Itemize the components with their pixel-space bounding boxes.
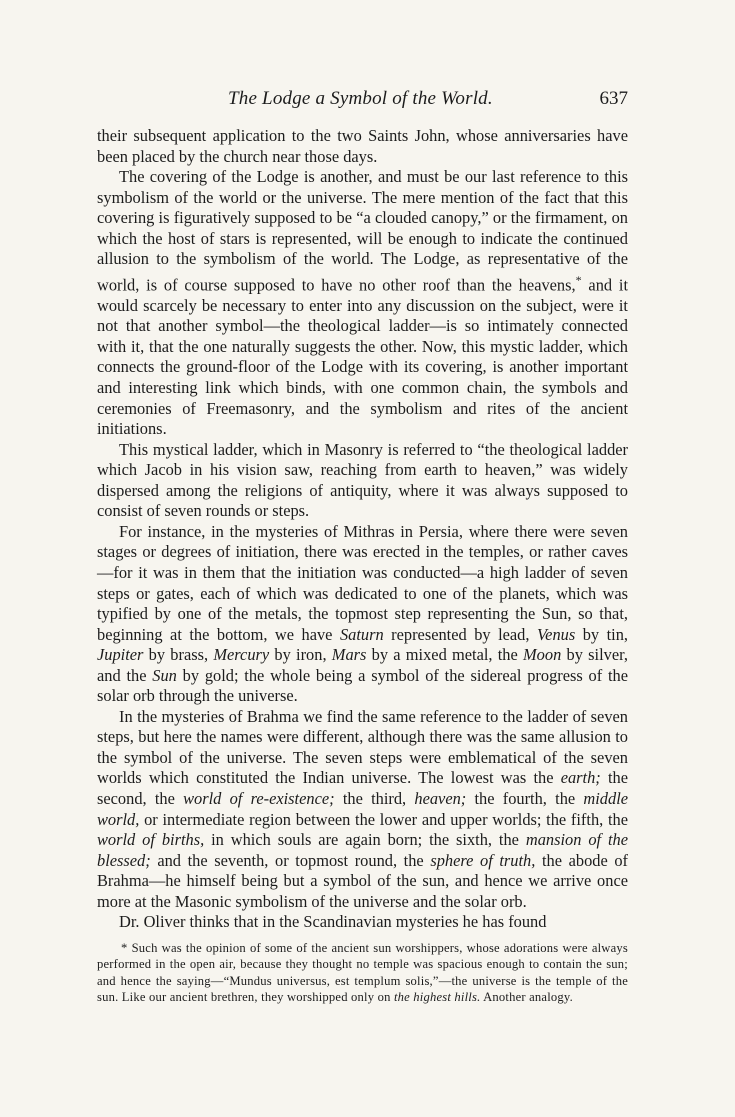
text-run: the abode of Brahma—he himself being but a symbol of the sun, and hence we arrive once more at the Masonic symbolism of the universe and the solar orb. xyxy=(97,850,629,911)
italic-term: sphere of truth, xyxy=(430,850,536,870)
page-number: 637 xyxy=(599,88,628,109)
italic-term: world of re-existence; xyxy=(183,788,335,808)
text-run: For instance, in the mysteries of Mithras in Persia, where there were seven stages or degrees of initiation, there was erected in the temples, or rather caves—for it was in them that the initiation was conducted—a high ladder of seven steps or gates, each of which was dedicated to one of the planets, which was typified by one of the metals, the topmost step representing the Sun, so that, beginning at the bottom, we have xyxy=(97,521,628,644)
text-run: by gold; the whole being a symbol of the sidereal progress of the solar orb through the universe. xyxy=(97,665,629,706)
paragraph: This mystical ladder, which in Masonry is referred to “the theological ladder which Jacob in his vision saw, reaching from earth to heaven,” was widely dispersed among the religions of antiquity, where it was always supposed to consist of seven rounds or steps. xyxy=(97,439,628,521)
text-run: Another analogy. xyxy=(480,990,573,1005)
italic-term: Mercury xyxy=(213,645,270,665)
italic-term: Sun xyxy=(152,665,177,685)
body-text xyxy=(97,126,628,933)
text-run: by tin, xyxy=(575,624,628,644)
italic-term: world of births, xyxy=(97,830,205,850)
italic-term: Moon xyxy=(523,645,562,665)
text-run: the third, xyxy=(334,788,415,808)
text-run: represented by lead, xyxy=(383,624,537,644)
italic-term: Saturn xyxy=(339,624,384,644)
italic-term: the highest hills. xyxy=(393,990,481,1005)
text-run: by iron, xyxy=(269,645,332,665)
text-run: by a mixed metal, the xyxy=(366,645,524,665)
text-run: the second, the xyxy=(97,768,628,808)
paragraph xyxy=(97,167,628,440)
text-run: the fourth, the xyxy=(466,788,584,808)
italic-term: heaven; xyxy=(414,788,467,808)
italic-term: Mars xyxy=(331,645,367,665)
footnote-marker: * xyxy=(121,941,128,955)
footnote-marker: * xyxy=(575,272,582,287)
text-run: by silver, and the xyxy=(97,645,629,685)
text-run: and it would scarcely be necessary to enter into any discussion on the subject, were it not that another symbol—the theological ladder—is so intimately connected with it, that the one naturally suggests the other. Now, this mystic ladder, which connects the ground-floor of the Lodge with its covering, is another important and interesting link which binds, with one common chain, the symbols and ceremonies of Freemasonry, and the symbolism and rites of the ancient initiations. xyxy=(97,275,628,439)
text-run: and the seventh, or topmost round, the xyxy=(150,850,431,870)
paragraph: Dr. Oliver thinks that in the Scandinavian mysteries he has found xyxy=(119,912,547,932)
text-run: Such was the opinion of some of the ancient sun worshippers, whose adorations were always performed in the open air, because they thought no temple was spacious enough to contain the sun; and hence the saying—“Mundus universus, est templum solis,”—the universe is the temple of the sun. Like our ancient brethren, they worshipped only on xyxy=(97,941,628,1005)
italic-term: middle world, xyxy=(97,788,629,829)
italic-term: mansion of the blessed; xyxy=(97,830,628,870)
footnote xyxy=(97,940,628,1006)
text-run: in which souls are again born; the sixth, the xyxy=(204,830,526,850)
text-run: The covering of the Lodge is another, and must be our last reference to this symbolism of the world or the universe. The mere mention of the fact that this covering is figuratively supposed to be “a clouded canopy,” or the firmament, on which the host of stars is represented, will be enough to indicate the continued allusion to the symbolism of the world. The Lodge, as representative of the world, is of course supposed to have no other roof than the heavens, xyxy=(97,167,628,295)
text-run: or intermediate region between the lower and upper worlds; the fifth, the xyxy=(139,809,628,829)
italic-term: earth; xyxy=(560,768,601,788)
italic-term: Jupiter xyxy=(97,645,144,665)
italic-term: Venus xyxy=(536,624,576,644)
text-run: by brass, xyxy=(143,645,214,665)
paragraph: their subsequent application to the two Saints John, whose anniversaries have been placed by the church near those days. xyxy=(97,126,628,166)
running-head xyxy=(98,88,628,114)
text-run: In the mysteries of Brahma we find the same reference to the ladder of seven steps, but here the names were different, although there was the same allusion to the symbol of the universe. The seven steps were emblematical of the seven worlds which constituted the Indian universe. The lowest was the xyxy=(97,706,628,788)
footnote-text xyxy=(97,940,628,1006)
paragraph xyxy=(97,522,628,707)
paragraph xyxy=(97,707,628,912)
running-title: The Lodge a Symbol of the World. xyxy=(228,88,493,109)
